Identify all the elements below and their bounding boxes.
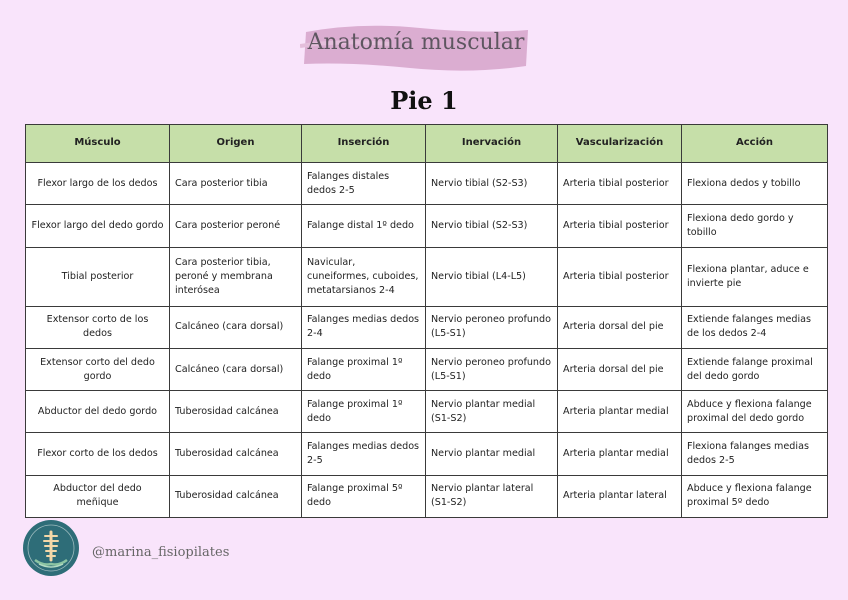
cell-origen: Cara posterior peroné	[170, 205, 302, 247]
cell-accion: Extiende falange proximal del dedo gordo	[682, 348, 828, 390]
cell-insercion: Navicular, cuneiformes, cuboides, metatarsianos 2-4	[302, 247, 426, 306]
cell-accion: Flexiona dedos y tobillo	[682, 163, 828, 205]
cell-musculo: Flexor largo de los dedos	[26, 163, 170, 205]
social-handle: @marina_fisiopilates	[92, 545, 230, 560]
column-header-musculo: Músculo	[26, 125, 170, 163]
cell-origen: Tuberosidad calcánea	[170, 391, 302, 433]
cell-vascularizacion: Arteria tibial posterior	[558, 205, 682, 247]
page-subtitle: Pie 1	[390, 86, 458, 115]
page-title: Anatomía muscular	[307, 30, 525, 55]
cell-vascularizacion: Arteria tibial posterior	[558, 247, 682, 306]
table-row	[26, 475, 828, 517]
column-header-accion: Acción	[682, 125, 828, 163]
cell-vascularizacion: Arteria plantar lateral	[558, 475, 682, 517]
cell-origen: Calcáneo (cara dorsal)	[170, 348, 302, 390]
cell-accion: Abduce y flexiona falange proximal 5º dedo	[682, 475, 828, 517]
column-header-inervacion: Inervación	[426, 125, 558, 163]
column-header-insercion: Inserción	[302, 125, 426, 163]
cell-insercion: Falanges distales dedos 2-5	[302, 163, 426, 205]
table-header-row	[26, 125, 828, 163]
cell-vascularizacion: Arteria dorsal del pie	[558, 348, 682, 390]
cell-origen: Calcáneo (cara dorsal)	[170, 306, 302, 348]
cell-inervacion: Nervio peroneo profundo (L5-S1)	[426, 348, 558, 390]
column-header-vascularizacion: Vascularización	[558, 125, 682, 163]
table-row	[26, 391, 828, 433]
cell-insercion: Falange proximal 1º dedo	[302, 391, 426, 433]
cell-musculo: Flexor largo del dedo gordo	[26, 205, 170, 247]
cell-accion: Extiende falanges medias de los dedos 2-4	[682, 306, 828, 348]
cell-musculo: Abductor del dedo meñique	[26, 475, 170, 517]
cell-accion: Flexiona plantar, aduce e invierte pie	[682, 247, 828, 306]
cell-vascularizacion: Arteria tibial posterior	[558, 163, 682, 205]
brand-logo	[23, 520, 79, 576]
table-row	[26, 247, 828, 306]
cell-insercion: Falanges medias dedos 2-4	[302, 306, 426, 348]
table-row	[26, 348, 828, 390]
cell-musculo: Tibial posterior	[26, 247, 170, 306]
cell-accion: Flexiona falanges medias dedos 2-5	[682, 433, 828, 475]
table-row	[26, 433, 828, 475]
cell-inervacion: Nervio tibial (L4-L5)	[426, 247, 558, 306]
cell-vascularizacion: Arteria plantar medial	[558, 391, 682, 433]
cell-musculo: Flexor corto de los dedos	[26, 433, 170, 475]
cell-inervacion: Nervio plantar medial (S1-S2)	[426, 391, 558, 433]
cell-inervacion: Nervio plantar medial	[426, 433, 558, 475]
cell-musculo: Extensor corto de los dedos	[26, 306, 170, 348]
cell-insercion: Falange proximal 1º dedo	[302, 348, 426, 390]
cell-musculo: Extensor corto del dedo gordo	[26, 348, 170, 390]
cell-inervacion: Nervio peroneo profundo (L5-S1)	[426, 306, 558, 348]
cell-accion: Flexiona dedo gordo y tobillo	[682, 205, 828, 247]
table-row	[26, 306, 828, 348]
muscle-table	[25, 124, 828, 518]
title-block	[300, 20, 532, 74]
table-row	[26, 205, 828, 247]
cell-origen: Tuberosidad calcánea	[170, 475, 302, 517]
cell-vascularizacion: Arteria plantar medial	[558, 433, 682, 475]
cell-origen: Cara posterior tibia, peroné y membrana interósea	[170, 247, 302, 306]
cell-accion: Abduce y flexiona falange proximal del dedo gordo	[682, 391, 828, 433]
cell-insercion: Falanges medias dedos 2-5	[302, 433, 426, 475]
cell-origen: Cara posterior tibia	[170, 163, 302, 205]
cell-insercion: Falange proximal 5º dedo	[302, 475, 426, 517]
cell-musculo: Abductor del dedo gordo	[26, 391, 170, 433]
cell-vascularizacion: Arteria dorsal del pie	[558, 306, 682, 348]
cell-insercion: Falange distal 1º dedo	[302, 205, 426, 247]
table-row	[26, 163, 828, 205]
cell-inervacion: Nervio tibial (S2-S3)	[426, 205, 558, 247]
cell-origen: Tuberosidad calcánea	[170, 433, 302, 475]
cell-inervacion: Nervio plantar lateral (S1-S2)	[426, 475, 558, 517]
column-header-origen: Origen	[170, 125, 302, 163]
cell-inervacion: Nervio tibial (S2-S3)	[426, 163, 558, 205]
